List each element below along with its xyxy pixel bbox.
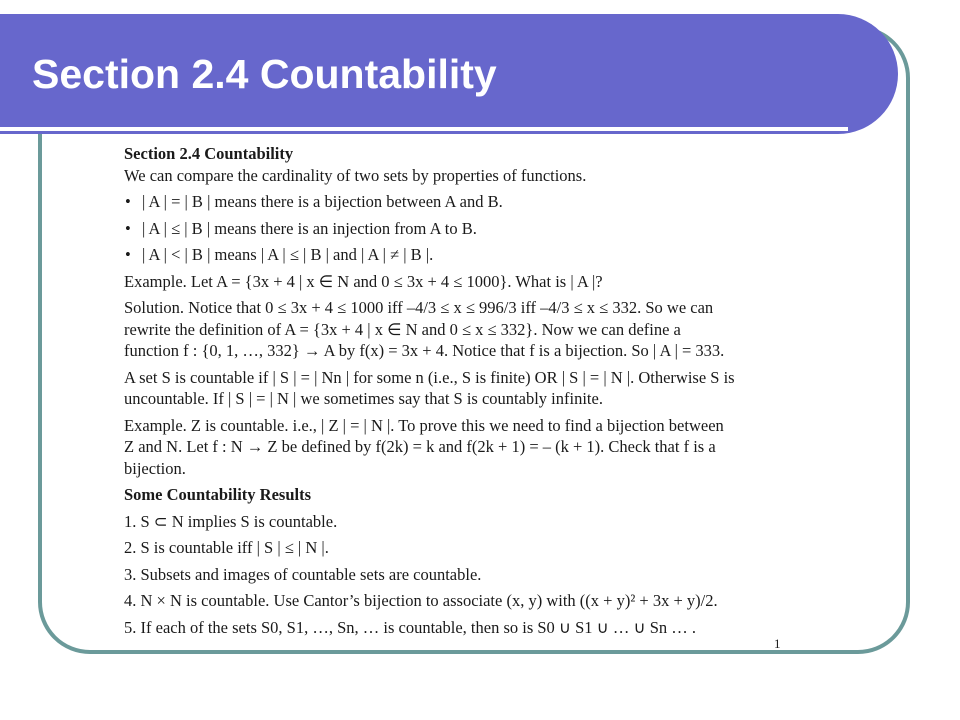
example-two-line: bijection. bbox=[124, 458, 186, 478]
definition-line: A set S is countable if | S | = | Nn | for some n (i.e., S is finite) OR | S | = | N |. Otherwise S is bbox=[124, 367, 735, 387]
result-item: 4. N × N is countable. Use Cantor’s bijection to associate (x, y) with ((x + y)² + 3x + y)/2. bbox=[124, 591, 718, 610]
example-one: Example. Let A = {3x + 4 | x ∈ N and 0 ≤ 3x + 4 ≤ 1000}. What is | A |? bbox=[124, 271, 603, 291]
page-number: 1 bbox=[774, 636, 781, 651]
example-two bbox=[124, 415, 824, 480]
result-item: 2. S is countable iff | S | ≤ | N |. bbox=[124, 538, 329, 557]
slide-title: Section 2.4 Countability bbox=[32, 51, 497, 97]
bullet-item: • | A | < | B | means | A | ≤ | B | and | A | ≠ | B |. bbox=[124, 244, 824, 266]
bullet-item: • | A | = | B | means there is a bijection between A and B. bbox=[124, 191, 824, 213]
solution-line: rewrite the definition of A = {3x + 4 | x ∈ N and 0 ≤ x ≤ 332}. Now we can define a bbox=[124, 319, 681, 339]
intro-text: We can compare the cardinality of two sets by properties of functions. bbox=[124, 165, 587, 185]
result-item: 5. If each of the sets S0, S1, …, Sn, … is countable, then so is S0 ∪ S1 ∪ … ∪ Sn … . bbox=[124, 617, 697, 637]
result-item: 1. S ⊂ N implies S is countable. bbox=[124, 511, 338, 531]
result-item: 3. Subsets and images of countable sets are countable. bbox=[124, 564, 482, 584]
solution-line: Solution. Notice that 0 ≤ 3x + 4 ≤ 1000 iff –4/3 ≤ x ≤ 996/3 iff –4/3 ≤ x ≤ 332. So we can bbox=[124, 298, 714, 317]
definition-line: uncountable. If | S | = | N | we sometimes say that S is countably infinite. bbox=[124, 389, 603, 408]
title-underline bbox=[0, 127, 848, 131]
content-heading: Section 2.4 Countability bbox=[124, 144, 294, 163]
results-heading: Some Countability Results bbox=[124, 485, 312, 504]
solution-line: function f : {0, 1, …, 332} → A by f(x) = 3x + 4. Notice that f is a bijection. So | A | = 333. bbox=[124, 341, 725, 360]
solution-block bbox=[124, 297, 824, 362]
example-two-line: Z and N. Let f : N → Z be defined by f(2k) = k and f(2k + 1) = – (k + 1). Check that f is a bbox=[124, 437, 716, 456]
example-two-line: Example. Z is countable. i.e., | Z | = | N |. To prove this we need to find a bijection between bbox=[124, 415, 724, 435]
countable-definition bbox=[124, 367, 824, 410]
slide-content bbox=[124, 143, 824, 638]
bullet-item: • | A | ≤ | B | means there is an injection from A to B. bbox=[124, 218, 824, 240]
